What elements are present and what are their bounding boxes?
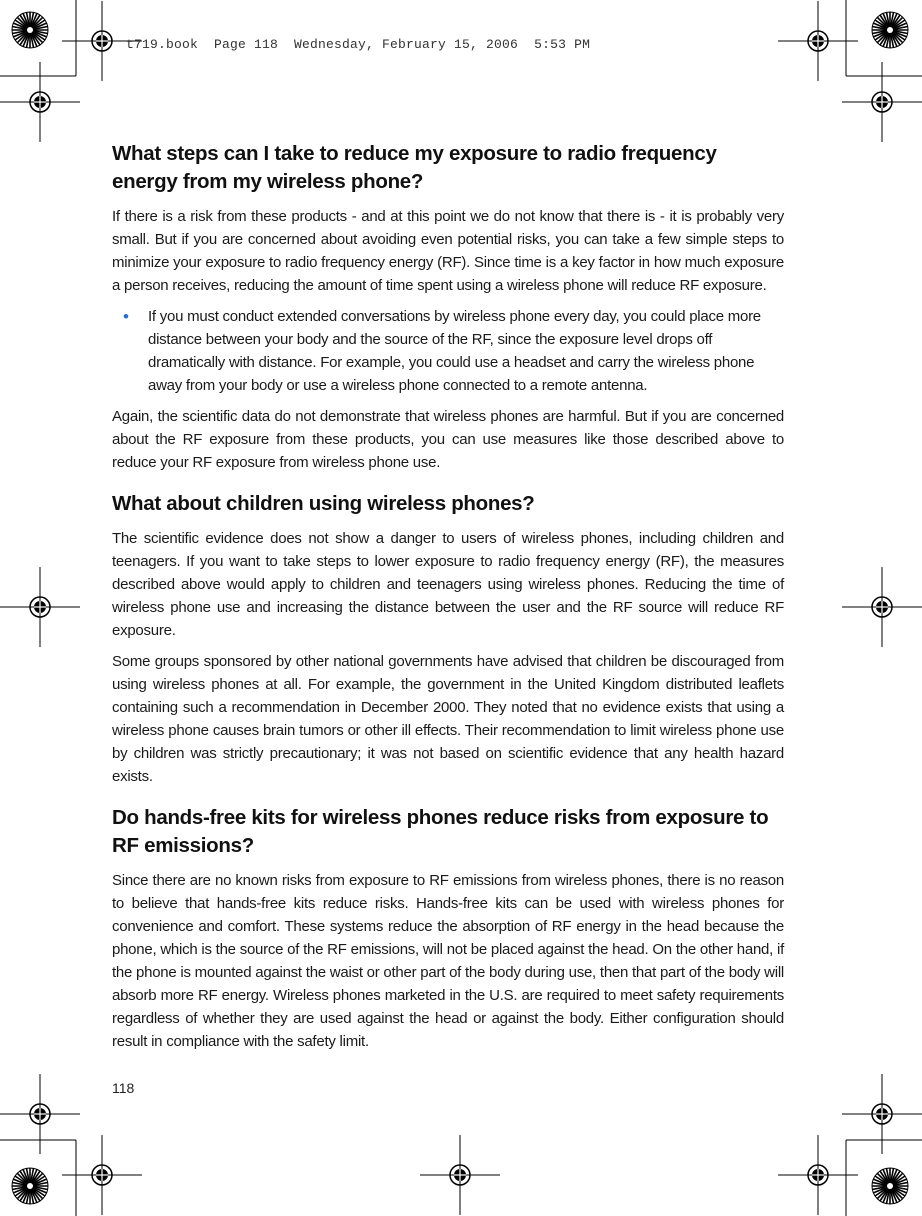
crop-mark-top-left	[0, 0, 76, 76]
paragraph: The scientific evidence does not show a danger to users of wireless phones, including children and teenagers. If you want to take steps to lower exposure to radio frequency energy (RF), the measures described above would apply to children and teenagers using wireless phones. Reducing the time of wireless phone use and increasing the distance between the user and the RF source will reduce RF exposure.	[112, 530, 784, 639]
paragraph: Again, the scientific data do not demonstrate that wireless phones are harmful. But if you are concerned about the RF exposure from these products, you can use measures like those described above to reduce your RF exposure from wireless phone use.	[112, 408, 784, 471]
print-header-stamp: t719.book Page 118 Wednesday, February 15, 2006 5:53 PM	[126, 37, 591, 52]
crop-mark-bottom-right	[846, 1140, 922, 1216]
bullet-list	[112, 305, 784, 397]
paragraph: Some groups sponsored by other national governments have advised that children be discouraged from using wireless phones at all. For example, the government in the United Kingdom distributed leaflets containing such a recommendation in December 2000. They noted that no evidence exists that using a wireless phone causes brain tumors or other ill effects. Their recommendation to limit wireless phone use by children was strictly precautionary; it was not based on scientific evidence that any health hazard exists.	[112, 653, 784, 785]
section-children	[112, 490, 784, 788]
section-hands-free	[112, 804, 784, 1053]
section-heading: Do hands-free kits for wireless phones reduce risks from exposure to RF emissions?	[112, 806, 769, 857]
registration-mark	[420, 1135, 500, 1215]
crop-mark-bottom-left	[0, 1140, 76, 1216]
crop-mark-top-right	[846, 0, 922, 76]
section-reduce-exposure	[112, 140, 784, 474]
registration-mark	[842, 1074, 922, 1154]
registration-mark	[62, 1135, 142, 1215]
section-heading: What about children using wireless phones?	[112, 492, 535, 515]
registration-mark	[0, 1074, 80, 1154]
registration-mark	[842, 567, 922, 647]
section-heading: What steps can I take to reduce my exposure to radio frequency energy from my wireless phone?	[112, 142, 717, 193]
page-content	[112, 140, 784, 1069]
page-number: 118	[112, 1080, 135, 1096]
bullet-text: If you must conduct extended conversations by wireless phone every day, you could place more distance between your body and the source of the RF, since the exposure level drops off dramatically with distance. For example, you could use a headset and carry the wireless phone away from your body or use a wireless phone connected to a remote antenna.	[148, 308, 761, 394]
bullet-icon: •	[123, 307, 129, 326]
paragraph: If there is a risk from these products - and at this point we do not know that there is - it is probably very small. But if you are concerned about avoiding even potential risks, you can take a few simple steps to minimize your exposure to radio frequency energy (RF). Since time is a key factor in how much exposure a person receives, reducing the amount of time spent using a wireless phone will reduce RF exposure.	[112, 208, 784, 294]
paragraph: Since there are no known risks from exposure to RF emissions from wireless phones, there is no reason to believe that hands-free kits reduce risks. Hands-free kits can be used with wireless phones for convenience and comfort. These systems reduce the absorption of RF energy in the head because the phone, which is the source of the RF emissions, will not be placed against the head. On the other hand, if the phone is mounted against the waist or other part of the body during use, then that part of the body will absorb more RF energy. Wireless phones marketed in the U.S. are required to meet safety requirements regardless of whether they are used against the head or against the body. Either configuration should result in compliance with the safety limit.	[112, 872, 784, 1050]
registration-mark	[0, 62, 80, 142]
bullet-item	[123, 305, 784, 397]
registration-mark	[842, 62, 922, 142]
registration-mark	[0, 567, 80, 647]
